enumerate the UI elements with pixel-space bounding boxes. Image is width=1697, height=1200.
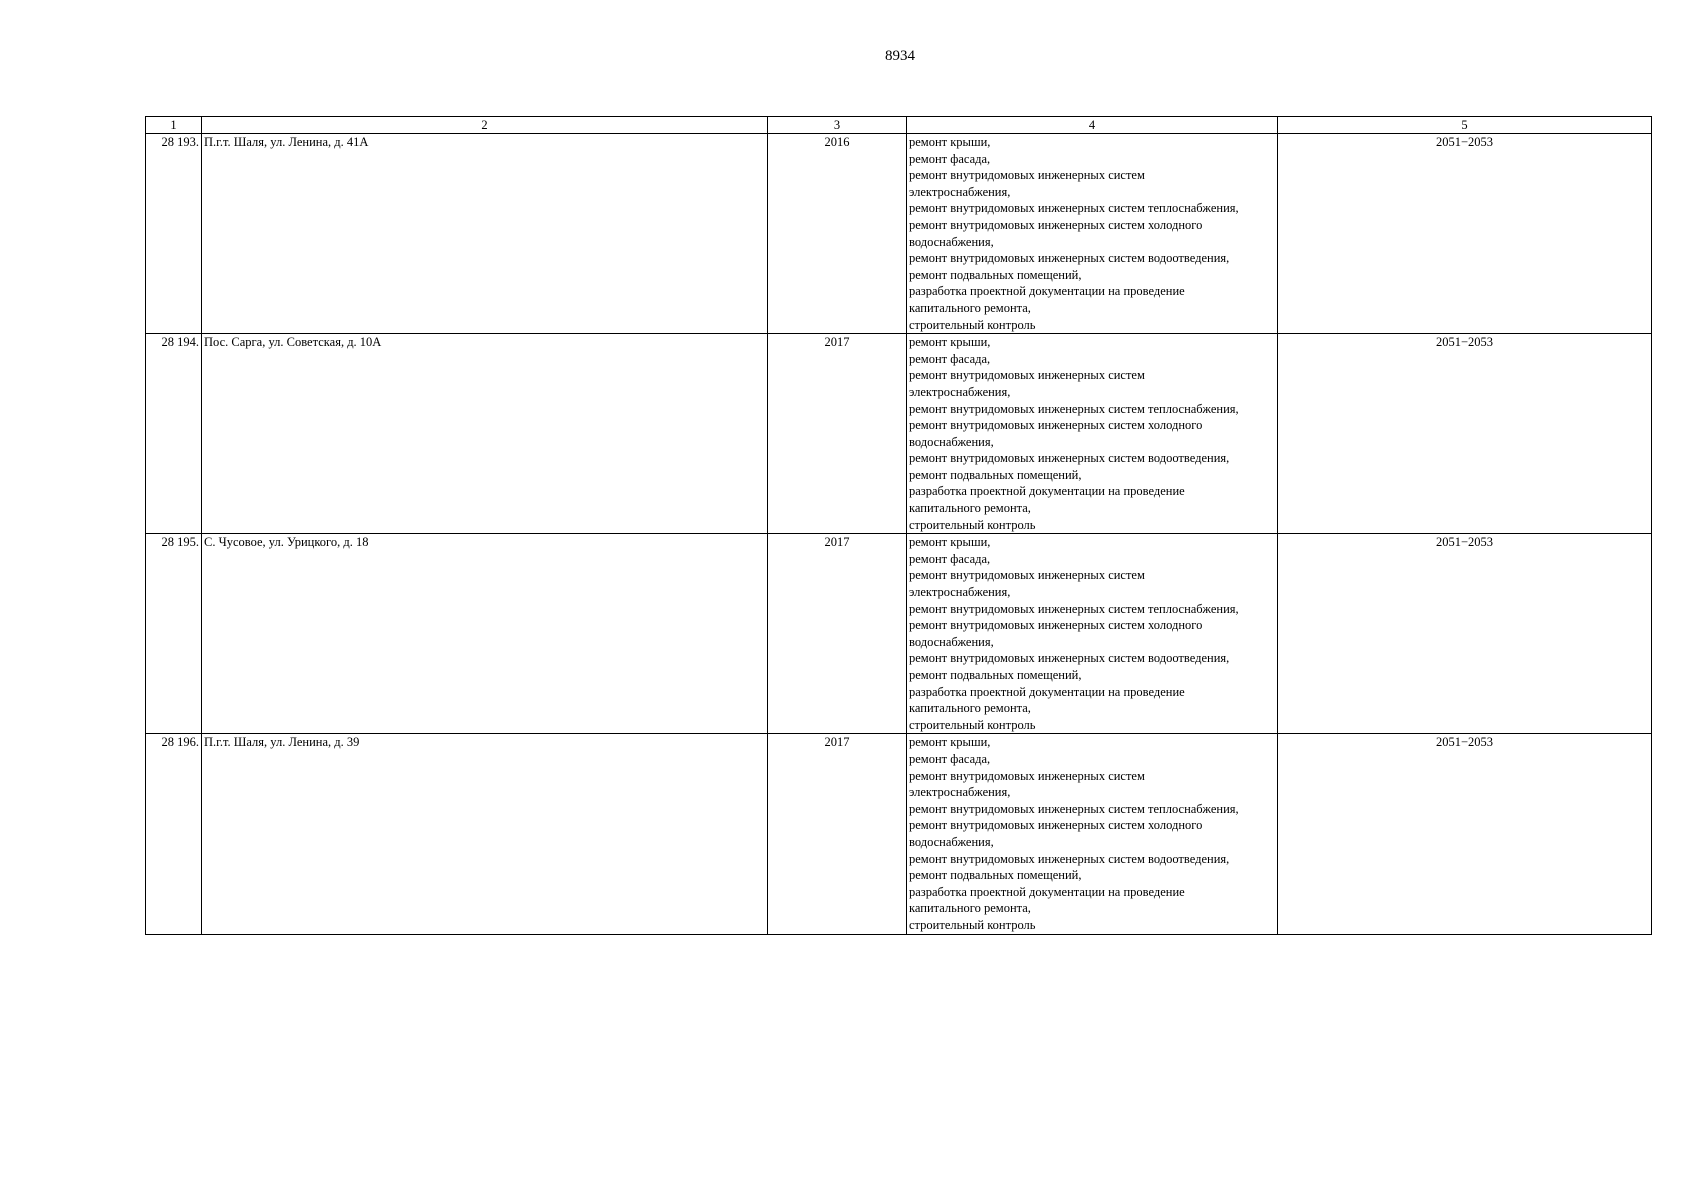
work-item: ремонт фасада, [909, 551, 991, 566]
work-item: разработка проектной документации на проведение [909, 484, 1185, 499]
work-item: ремонт крыши, [909, 335, 991, 350]
work-item: ремонт крыши, [909, 735, 991, 750]
work-item: ремонт внутридомовых инженерных систем [909, 168, 1145, 183]
work-item: ремонт внутридомовых инженерных систем холодного [909, 418, 1203, 433]
work-item: электроснабжения, [909, 184, 1011, 199]
work-item: ремонт внутридомовых инженерных систем [909, 768, 1145, 783]
column-header-3: 3 [768, 117, 907, 134]
column-header-4: 4 [907, 117, 1278, 134]
table-row [146, 734, 1652, 934]
work-item: строительный контроль [909, 917, 1036, 932]
table-row [146, 334, 1652, 534]
period-cell: 2051−2053 [1278, 334, 1652, 534]
work-item: капитального ремонта, [909, 501, 1031, 516]
work-item: ремонт подвальных помещений, [909, 868, 1082, 883]
work-item: ремонт внутридомовых инженерных систем [909, 568, 1145, 583]
work-item: капитального ремонта, [909, 901, 1031, 916]
column-header-5: 5 [1278, 117, 1652, 134]
works-cell [907, 734, 1278, 934]
address-cell: С. Чусовое, ул. Урицкого, д. 18 [202, 534, 768, 734]
work-item: строительный контроль [909, 517, 1036, 532]
work-item: ремонт фасада, [909, 351, 991, 366]
work-item: ремонт внутридомовых инженерных систем теплоснабжения, [909, 401, 1239, 416]
work-item: водоснабжения, [909, 234, 994, 249]
address-cell: П.г.т. Шаля, ул. Ленина, д. 41А [202, 134, 768, 334]
work-item: ремонт подвальных помещений, [909, 267, 1082, 282]
table-header [146, 117, 1652, 134]
works-cell [907, 334, 1278, 534]
year-cell: 2017 [768, 534, 907, 734]
work-item: строительный контроль [909, 717, 1036, 732]
work-item: ремонт внутридомовых инженерных систем холодного [909, 217, 1203, 232]
work-item: ремонт внутридомовых инженерных систем водоотведения, [909, 851, 1230, 866]
works-cell [907, 534, 1278, 734]
work-item: ремонт фасада, [909, 751, 991, 766]
works-cell [907, 134, 1278, 334]
work-item: строительный контроль [909, 317, 1036, 332]
work-item: ремонт крыши, [909, 535, 991, 550]
work-item: водоснабжения, [909, 634, 994, 649]
work-item: электроснабжения, [909, 785, 1011, 800]
column-header-1: 1 [146, 117, 202, 134]
row-number: 28 196. [146, 734, 202, 934]
work-item: разработка проектной документации на проведение [909, 284, 1185, 299]
table-body [146, 134, 1652, 935]
year-cell: 2016 [768, 134, 907, 334]
row-number: 28 193. [146, 134, 202, 334]
year-cell: 2017 [768, 334, 907, 534]
work-item: электроснабжения, [909, 585, 1011, 600]
work-item: ремонт крыши, [909, 135, 991, 149]
work-item: ремонт внутридомовых инженерных систем [909, 368, 1145, 383]
work-item: разработка проектной документации на проведение [909, 884, 1185, 899]
work-item: капитального ремонта, [909, 701, 1031, 716]
capital-repair-table [145, 116, 1652, 935]
table-row [146, 134, 1652, 334]
work-item: водоснабжения, [909, 434, 994, 449]
work-item: ремонт внутридомовых инженерных систем теплоснабжения, [909, 801, 1239, 816]
period-cell: 2051−2053 [1278, 734, 1652, 934]
address-cell: П.г.т. Шаля, ул. Ленина, д. 39 [202, 734, 768, 934]
table-row [146, 534, 1652, 734]
work-item: ремонт подвальных помещений, [909, 467, 1082, 482]
work-item: электроснабжения, [909, 384, 1011, 399]
work-item: ремонт внутридомовых инженерных систем теплоснабжения, [909, 601, 1239, 616]
row-number: 28 195. [146, 534, 202, 734]
year-cell: 2017 [768, 734, 907, 934]
work-item: ремонт внутридомовых инженерных систем водоотведения, [909, 451, 1230, 466]
row-number: 28 194. [146, 334, 202, 534]
work-item: ремонт фасада, [909, 151, 991, 166]
work-item: ремонт внутридомовых инженерных систем холодного [909, 618, 1203, 633]
work-item: разработка проектной документации на проведение [909, 684, 1185, 699]
period-cell: 2051−2053 [1278, 534, 1652, 734]
work-item: ремонт внутридомовых инженерных систем холодного [909, 818, 1203, 833]
header-row [146, 117, 1652, 134]
work-item: капитального ремонта, [909, 300, 1031, 315]
work-item: ремонт внутридомовых инженерных систем водоотведения, [909, 251, 1230, 266]
work-item: водоснабжения, [909, 834, 994, 849]
period-cell: 2051−2053 [1278, 134, 1652, 334]
work-item: ремонт внутридомовых инженерных систем водоотведения, [909, 651, 1230, 666]
address-cell: Пос. Сарга, ул. Советская, д. 10А [202, 334, 768, 534]
work-item: ремонт внутридомовых инженерных систем теплоснабжения, [909, 201, 1239, 216]
column-header-2: 2 [202, 117, 768, 134]
page-number: 8934 [885, 48, 915, 64]
work-item: ремонт подвальных помещений, [909, 668, 1082, 682]
